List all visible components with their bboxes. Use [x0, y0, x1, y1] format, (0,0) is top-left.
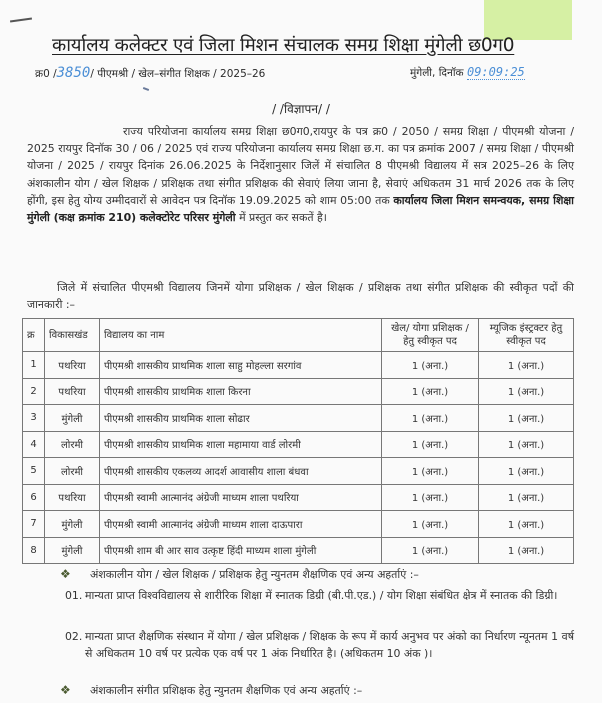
cell-music-posts: 1 (अना.) [479, 537, 574, 564]
handwritten-date: 09:09:25 [466, 65, 525, 79]
cell-school-name: पीएमश्री स्वामी आत्मानंद अंग्रेजी माध्यम शाला दाऊपारा [100, 511, 382, 538]
cell-school-name: पीएमश्री शासकीय प्राथमिक शाला महामाया वार्ड लोरमी [100, 431, 382, 458]
cell-sr: 2 [23, 378, 45, 405]
cell-sr: 3 [23, 405, 45, 432]
cell-school-name: पीएमश्री शासकीय प्राथमिक शाला साहु मोहल्ला सरगांव [100, 352, 382, 379]
table-row [23, 378, 574, 405]
cell-music-posts: 1 (अना.) [479, 431, 574, 458]
header-sr: क्र [23, 319, 45, 352]
place-date [410, 65, 525, 80]
cell-school-name: पीएमश्री शासकीय प्राथमिक शाला सोढार [100, 405, 382, 432]
header-sports-yoga-posts: खेल/ योगा प्रशिक्षक / हेतु स्वीकृत पद [382, 319, 479, 352]
table-row [23, 511, 574, 538]
reference-number [35, 65, 265, 81]
bullet-icon: ❖ [60, 683, 71, 697]
cell-block: लोरमी [45, 458, 100, 485]
item-text: मान्यता प्राप्त विश्वविद्यालय से शारीरिक शिक्षा में स्नातक डिग्री (बी.पी.एड.) / योग शिक्षा संबंधित क्षेत्र में स्नातक की डिग्री। [85, 589, 558, 602]
cell-school-name: पीएमश्री शाम बी आर साव उत्कृष्ट हिंदी माध्यम शाला मुंगेली [100, 537, 382, 564]
requirement-item [65, 628, 574, 662]
ink-mark [143, 87, 149, 91]
cell-school-name: पीएमश्री स्वामी आत्मानंद अंग्रेजी माध्यम शाला पथरिया [100, 484, 382, 511]
handwritten-ref-number: 3850 [56, 65, 91, 81]
cell-music-posts: 1 (अना.) [479, 458, 574, 485]
table-row [23, 405, 574, 432]
cell-block: पथरिया [45, 352, 100, 379]
cell-sr: 1 [23, 352, 45, 379]
ref-prefix: क्र0 / [35, 68, 57, 80]
cell-sr: 5 [23, 458, 45, 485]
section-heading-text: अंशकालीन संगीत प्रशिक्षक हेतु न्युनतम शैक्षणिक एवं अन्य अहर्ताएं :– [90, 684, 363, 697]
cell-music-posts: 1 (अना.) [479, 484, 574, 511]
header-school-name: विद्यालय का नाम [100, 319, 382, 352]
table-row [23, 431, 574, 458]
sanctioned-posts-table [22, 318, 574, 564]
cell-sr: 4 [23, 431, 45, 458]
place-date-label: मुंगेली, दिनॉक [410, 67, 464, 79]
cell-block: पथरिया [45, 378, 100, 405]
cell-sports-yoga-posts: 1 (अना.) [382, 484, 479, 511]
intro-text-end: में प्रस्तुत कर सकतें है। [239, 211, 327, 225]
cell-music-posts: 1 (अना.) [479, 511, 574, 538]
office-title: कार्यालय कलेक्टर एवं जिला मिशन संचालक समग्र शिक्षा मुंगेली छ0ग0 [52, 35, 515, 56]
header-music-posts: म्यूजिक इंस्ट्रक्टर हेतु स्वीकृत पद [479, 319, 574, 352]
cell-music-posts: 1 (अना.) [479, 352, 574, 379]
pen-mark [10, 17, 32, 22]
cell-sports-yoga-posts: 1 (अना.) [382, 431, 479, 458]
table-header-row [23, 319, 574, 352]
intro-text: राज्य परियोजना कार्यालय समग्र शिक्षा छ0ग0,रायपुर के पत्र क्र0 / 2050 / समग्र शिक्षा / पीएमश्री योजना / 2025 रायपुर दिनॉक 30 / 06 / 2025 एवं राज्य परियोजना कार्यालय समग्र शिक्षा छ.ग. का पत्र क्रमांक 2007 / समग्र शिक्षा / पीएमश्री योजना / 2025 / रायपुर दिनांक 26.06.2025 के निर्देशानुसार जिलें में संचालित 8 पीएमश्री विद्यालय में सत्र 2025–26 के लिए अंशकालीन योग / खेल शिक्षक / प्रशिक्षक तथा संगीत प्रशिक्षक की सेवाएं लिया जाना है, सेवाएं अधिकतम 31 मार्च 2026 तक के लिए होंगी, इस हेतु योग्य उम्मीदवारों से आवेदन पत्र दिनॉक 19.09.2025 को शाम 05:00 तक [27, 125, 574, 207]
cell-sports-yoga-posts: 1 (अना.) [382, 405, 479, 432]
intro-office-bold: कार्यालय जिला मिशन समन्वयक, समग्र शिक्षा मुंगेली (कक्ष क्रमांक 210) कलेक्टोरेट परिसर मुंगेली [27, 193, 575, 225]
cell-sr: 6 [23, 484, 45, 511]
section-heading-music [60, 683, 362, 698]
cell-music-posts: 1 (अना.) [479, 378, 574, 405]
cell-sr: 8 [23, 537, 45, 564]
cell-music-posts: 1 (अना.) [479, 405, 574, 432]
cell-sports-yoga-posts: 1 (अना.) [382, 458, 479, 485]
cell-school-name: पीएमश्री शासकीय प्राथमिक शाला किरना [100, 378, 382, 405]
bullet-icon: ❖ [60, 567, 71, 581]
cell-sr: 7 [23, 511, 45, 538]
header-block: विकासखंड [45, 319, 100, 352]
cell-sports-yoga-posts: 1 (अना.) [382, 378, 479, 405]
cell-block: मुंगेली [45, 511, 100, 538]
cell-school-name: पीएमश्री शासकीय एकलव्य आदर्श आवासीय शाला बंधवा [100, 458, 382, 485]
section-heading-sports [60, 567, 419, 582]
table-row [23, 537, 574, 564]
table-row [23, 484, 574, 511]
cell-block: लोरमी [45, 431, 100, 458]
cell-sports-yoga-posts: 1 (अना.) [382, 511, 479, 538]
cell-sports-yoga-posts: 1 (अना.) [382, 352, 479, 379]
sticky-note [484, 0, 572, 40]
requirement-item [65, 587, 574, 604]
intro-paragraph [27, 123, 574, 226]
item-number: 01. [65, 589, 83, 602]
item-number: 02. [65, 630, 83, 643]
cell-block: मुंगेली [45, 405, 100, 432]
cell-block: पथरिया [45, 484, 100, 511]
section-heading-text: अंशकालीन योग / खेल शिक्षक / प्रशिक्षक हेतु न्युनतम शैक्षणिक एवं अन्य अहर्ताएं :– [90, 568, 419, 581]
ref-suffix: / पीएमश्री / खेल–संगीत शिक्षक / 2025–26 [90, 68, 266, 80]
cell-sports-yoga-posts: 1 (अना.) [382, 537, 479, 564]
table-intro: जिले में संचालित पीएमश्री विद्यालय जिनमें योगा प्रशिक्षक / खेल शिक्षक / प्रशिक्षक तथा संगीत प्रशिक्षक की स्वीकृत पदों की जानकारी :– [27, 281, 574, 312]
notice-heading: / /विज्ञापन/ / [272, 102, 330, 116]
item-text: मान्यता प्राप्त शैक्षणिक संस्थान में योगा / खेल प्रशिक्षक / शिक्षक के रूप में कार्य अनुभव पर अंको का निर्धारण न्यूनतम 1 वर्ष से अधिकतम 10 वर्ष पर प्रत्येक एक वर्ष पर 1 अंक निर्धारित है। (अधिकतम 10 अंक )। [85, 630, 574, 660]
cell-block: मुंगेली [45, 537, 100, 564]
table-row [23, 352, 574, 379]
table-row [23, 458, 574, 485]
